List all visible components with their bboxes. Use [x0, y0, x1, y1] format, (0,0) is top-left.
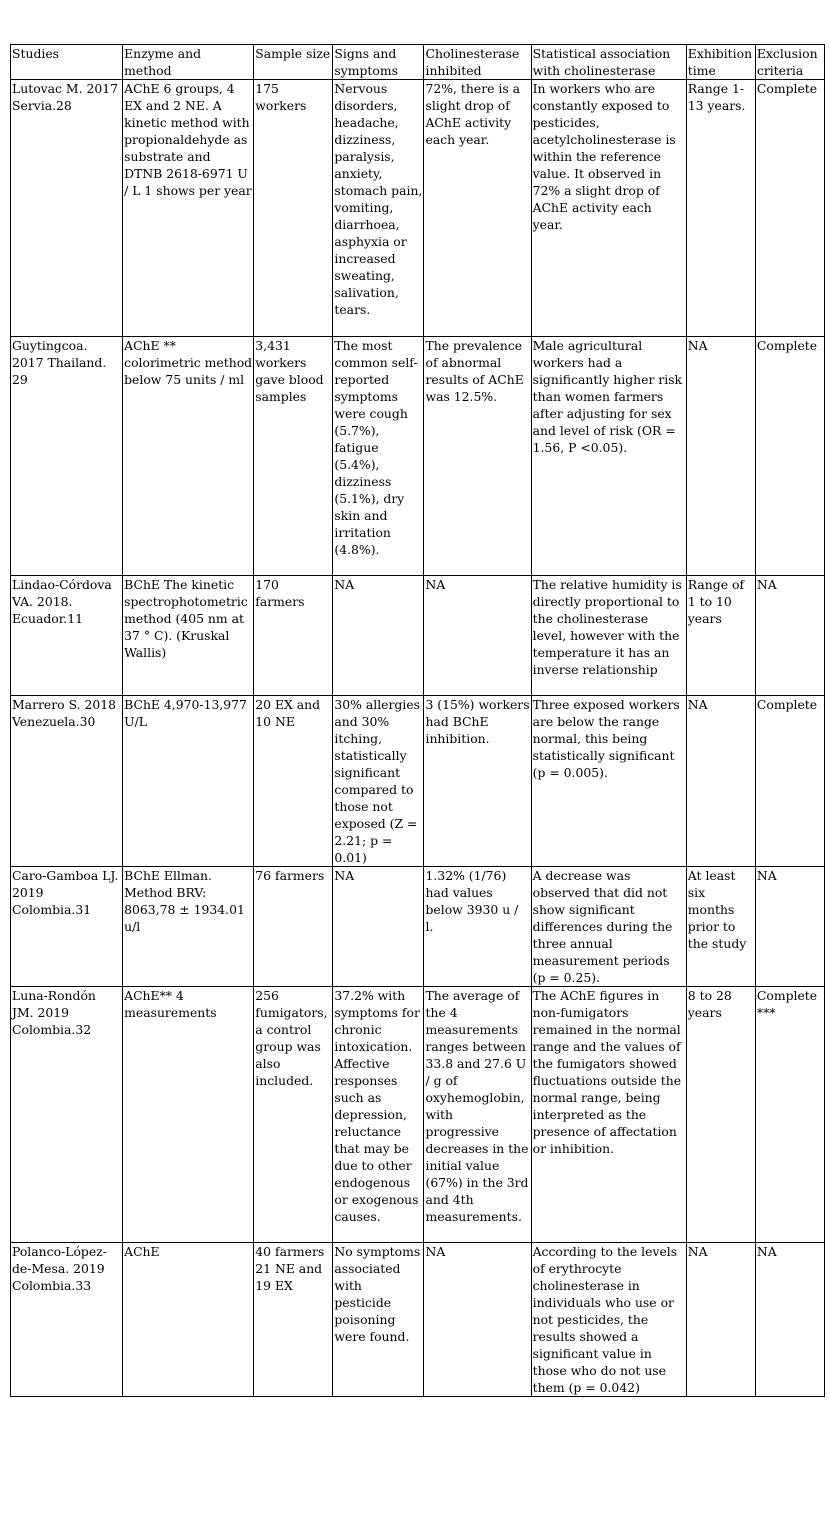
cell-study: Marrero S. 2018 Venezuela.30	[11, 696, 123, 867]
cell-enzyme-method: BChE The kinetic spectrophotometric method (405 nm at 37 ° C). (Kruskal Wallis)	[123, 576, 254, 696]
header-cholinesterase-inhibited: Cholinesterase inhibited	[424, 45, 531, 80]
header-signs-symptoms: Signs and symptoms	[333, 45, 424, 80]
cell-sample-size: 40 farmers 21 NE and 19 EX	[254, 1243, 333, 1397]
cell-exclusion-criteria: NA	[755, 867, 824, 987]
cell-exhibition-time: NA	[686, 337, 755, 576]
header-studies: Studies	[11, 45, 123, 80]
table-row	[11, 696, 825, 867]
cell-signs-symptoms: NA	[333, 576, 424, 696]
cell-signs-symptoms: The most common self-reported symptoms were cough (5.7%), fatigue (5.4%), dizziness (5.1%), dry skin and irritation (4.8%).	[333, 337, 424, 576]
cell-cholinesterase-inhibited: 1.32% (1/76) had values below 3930 u / l.	[424, 867, 531, 987]
header-row	[11, 45, 825, 80]
studies-table	[10, 44, 825, 1397]
cell-exclusion-criteria: Complete	[755, 337, 824, 576]
table-row	[11, 867, 825, 987]
cell-enzyme-method: AChE** 4 measurements	[123, 987, 254, 1243]
cell-signs-symptoms: NA	[333, 867, 424, 987]
cell-signs-symptoms: Nervous disorders, headache, dizziness, paralysis, anxiety, stomach pain, vomiting, diarrhoea, asphyxia or increased sweating, salivation, tears.	[333, 80, 424, 337]
cell-statistical-association: The relative humidity is directly proportional to the cholinesterase level, however with the temperature it has an inverse relationship	[531, 576, 686, 696]
cell-exhibition-time: 8 to 28 years	[686, 987, 755, 1243]
header-exhibition-time: Exhibition time	[686, 45, 755, 80]
cell-study: Lutovac M. 2017 Servia.28	[11, 80, 123, 337]
table-row	[11, 337, 825, 576]
header-sample-size: Sample size	[254, 45, 333, 80]
table-row	[11, 987, 825, 1243]
cell-cholinesterase-inhibited: 72%, there is a slight drop of AChE activity each year.	[424, 80, 531, 337]
cell-exclusion-criteria: Complete ***	[755, 987, 824, 1243]
cell-signs-symptoms: 30% allergies and 30% itching, statistically significant compared to those not exposed (Z = 2.21; p = 0.01)	[333, 696, 424, 867]
cell-cholinesterase-inhibited: The prevalence of abnormal results of AChE was 12.5%.	[424, 337, 531, 576]
cell-exclusion-criteria: NA	[755, 1243, 824, 1397]
table-row	[11, 576, 825, 696]
cell-exclusion-criteria: Complete	[755, 696, 824, 867]
cell-statistical-association: A decrease was observed that did not show significant differences during the three annual measurement periods (p = 0.25).	[531, 867, 686, 987]
cell-statistical-association: According to the levels of erythrocyte cholinesterase in individuals who use or not pesticides, the results showed a significant value in those who do not use them (p = 0.042)	[531, 1243, 686, 1397]
cell-sample-size: 20 EX and 10 NE	[254, 696, 333, 867]
cell-enzyme-method: AChE 6 groups, 4 EX and 2 NE. A kinetic method with propionaldehyde as substrate and DTNB 2618-6971 U / L 1 shows per year	[123, 80, 254, 337]
cell-study: Guytingcoa. 2017 Thailand. 29	[11, 337, 123, 576]
cell-study: Luna-Rondón JM. 2019 Colombia.32	[11, 987, 123, 1243]
table-header	[11, 45, 825, 80]
cell-statistical-association: The AChE figures in non-fumigators remained in the normal range and the values of the fumigators showed fluctuations outside the normal range, being interpreted as the presence of affectation or inhibition.	[531, 987, 686, 1243]
cell-exhibition-time: Range of 1 to 10 years	[686, 576, 755, 696]
cell-cholinesterase-inhibited: NA	[424, 576, 531, 696]
cell-statistical-association: Male agricultural workers had a significantly higher risk than women farmers after adjusting for sex and level of risk (OR = 1.56, P <0.05).	[531, 337, 686, 576]
cell-statistical-association: Three exposed workers are below the range normal, this being statistically significant (p = 0.005).	[531, 696, 686, 867]
cell-exhibition-time: At least six months prior to the study	[686, 867, 755, 987]
cell-cholinesterase-inhibited: The average of the 4 measurements ranges between 33.8 and 27.6 U / g of oxyhemoglobin, with progressive decreases in the initial value (67%) in the 3rd and 4th measurements.	[424, 987, 531, 1243]
table-row	[11, 1243, 825, 1397]
header-exclusion-criteria: Exclusion criteria	[755, 45, 824, 80]
cell-study: Polanco-López-de-Mesa. 2019 Colombia.33	[11, 1243, 123, 1397]
cell-sample-size: 256 fumigators, a control group was also included.	[254, 987, 333, 1243]
cell-exhibition-time: Range 1-13 years.	[686, 80, 755, 337]
cell-signs-symptoms: 37.2% with symptoms for chronic intoxication. Affective responses such as depression, reluctance that may be due to other endogenous or exogenous causes.	[333, 987, 424, 1243]
cell-exclusion-criteria: NA	[755, 576, 824, 696]
cell-sample-size: 3,431 workers gave blood samples	[254, 337, 333, 576]
cell-exclusion-criteria: Complete	[755, 80, 824, 337]
cell-study: Lindao-Córdova VA. 2018. Ecuador.11	[11, 576, 123, 696]
cell-signs-symptoms: No symptoms associated with pesticide poisoning were found.	[333, 1243, 424, 1397]
cell-enzyme-method: BChE Ellman. Method BRV: 8063,78 ± 1934.01 u/l	[123, 867, 254, 987]
table-body	[11, 80, 825, 1397]
header-statistical-association: Statistical association with cholinesterase	[531, 45, 686, 80]
cell-enzyme-method: BChE 4,970-13,977 U/L	[123, 696, 254, 867]
cell-cholinesterase-inhibited: 3 (15%) workers had BChE inhibition.	[424, 696, 531, 867]
cell-exhibition-time: NA	[686, 696, 755, 867]
cell-statistical-association: In workers who are constantly exposed to pesticides, acetylcholinesterase is within the reference value. It observed in 72% a slight drop of AChE activity each year.	[531, 80, 686, 337]
cell-study: Caro-Gamboa LJ. 2019 Colombia.31	[11, 867, 123, 987]
table-row	[11, 80, 825, 337]
cell-sample-size: 170 farmers	[254, 576, 333, 696]
header-enzyme-method: Enzyme and method	[123, 45, 254, 80]
cell-exhibition-time: NA	[686, 1243, 755, 1397]
cell-enzyme-method: AChE ** colorimetric method below 75 units / ml	[123, 337, 254, 576]
cell-cholinesterase-inhibited: NA	[424, 1243, 531, 1397]
cell-enzyme-method: AChE	[123, 1243, 254, 1397]
cell-sample-size: 175 workers	[254, 80, 333, 337]
cell-sample-size: 76 farmers	[254, 867, 333, 987]
